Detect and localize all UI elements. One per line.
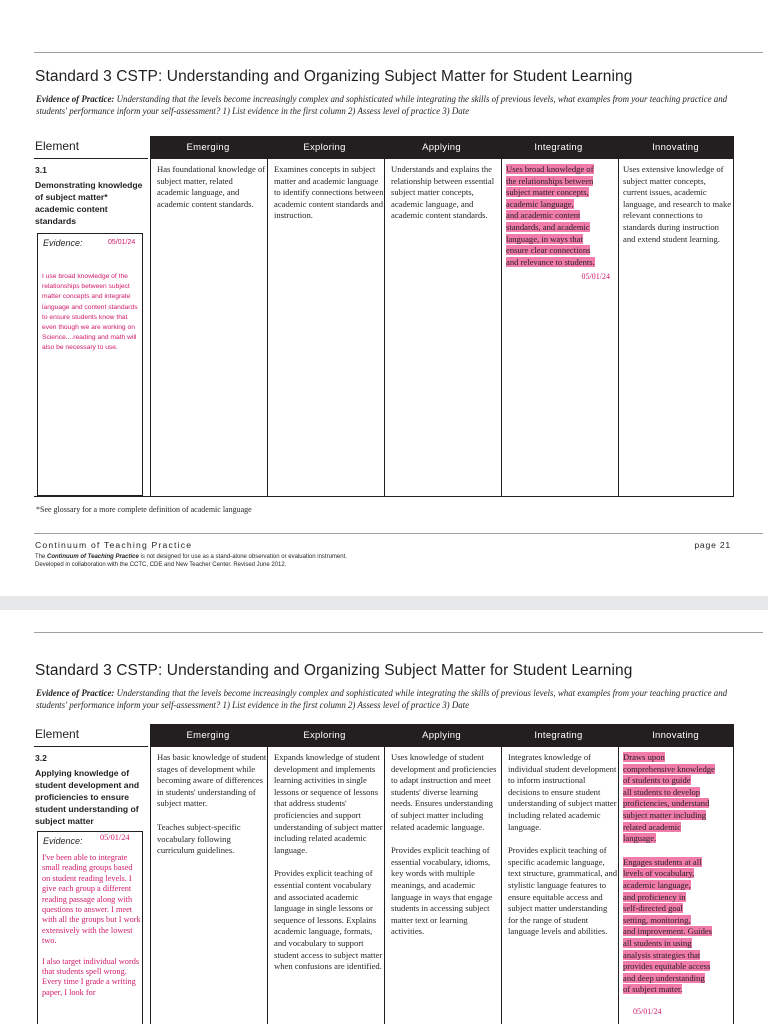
column-header-exploring: Exploring — [303, 142, 346, 153]
element-number: 3.2 — [35, 753, 47, 763]
table-row — [34, 747, 734, 1024]
highlight-line: of students to guide — [623, 775, 691, 786]
footer-title: Continuum of Teaching Practice — [35, 540, 193, 550]
cell-exploring — [274, 752, 384, 973]
table-header — [34, 136, 734, 159]
cell-paragraph: Integrates knowledge of individual student development to inform instructional decisions to ensure student understanding of subject matter including related academic language. — [508, 752, 617, 832]
standard-title: Standard 3 CSTP: Understanding and Organizing Subject Matter for Student Learning — [35, 68, 633, 85]
table-row — [34, 159, 734, 497]
evidence-label: Evidence: — [43, 238, 83, 248]
highlight-line: academic language, — [623, 879, 691, 890]
level-header-bar — [150, 724, 734, 747]
footer-note-post: is not designed for use as a stand-alone observation or evaluation instrument. — [138, 554, 347, 560]
integrating-date: 05/01/24 — [581, 272, 610, 282]
evidence-label: Evidence: — [43, 836, 83, 846]
highlight-line: subject matter concepts, — [506, 187, 589, 198]
cell-emerging — [157, 752, 267, 857]
row-bottom-rule — [34, 496, 734, 497]
evidence-box[interactable] — [37, 233, 143, 496]
highlight-line: academic language, — [506, 198, 574, 209]
element-title: Applying knowledge of student development and proficiencies to ensure student understanding of subject matter — [35, 768, 140, 826]
highlight-line: proficiencies, understand — [623, 798, 710, 809]
highlight-line: of subject matter. — [623, 984, 683, 995]
highlight-block — [623, 752, 732, 845]
highlight-line: setting, monitoring, — [623, 914, 691, 925]
highlight-line: all students in using — [623, 937, 692, 948]
highlight-line: related academic — [623, 821, 681, 832]
highlight-line: analysis strategies that — [623, 949, 701, 960]
evidence-text — [42, 853, 141, 998]
column-divider — [733, 159, 734, 497]
cell-innovating: Uses extensive knowledge of subject matter concepts, current issues, academic language, and research to make relevant connections to standards during instruction and extend student learning. — [623, 164, 732, 244]
column-header-exploring: Exploring — [303, 730, 346, 741]
cell-paragraph: Uses knowledge of student development and proficiencies to adapt instruction and meet students' diverse learning needs. Ensures understanding of subject matter including related academic language. — [391, 752, 497, 832]
highlight-line: language. — [623, 833, 657, 844]
highlight-line: comprehensive knowledge — [623, 763, 715, 774]
top-rule — [34, 52, 763, 53]
cell-applying — [391, 752, 501, 938]
cell-paragraph: Teaches subject-specific vocabulary following curriculum guidelines. — [157, 821, 241, 856]
evidence-paragraph: I also target individual words that students spell wrong. Every time I grade a writing paper, I look for — [42, 956, 140, 997]
page-separator — [0, 596, 768, 610]
column-divider — [501, 159, 502, 497]
footer-note — [35, 553, 347, 569]
highlight-line: language, in ways that — [506, 233, 583, 244]
column-divider — [267, 747, 268, 1024]
column-header-emerging: Emerging — [186, 730, 230, 741]
level-header-bar — [150, 136, 734, 159]
column-header-integrating: Integrating — [534, 142, 583, 153]
highlight-line: ensure clear connections — [506, 245, 591, 256]
standard-title: Standard 3 CSTP: Understanding and Organizing Subject Matter for Student Learning — [35, 662, 633, 679]
cell-emerging: Has foundational knowledge of subject matter, related academic language, and academic content standards. — [157, 164, 266, 209]
page-22 — [0, 610, 768, 1024]
element-number: 3.1 — [35, 165, 47, 175]
table-header — [34, 724, 734, 747]
highlight-block — [623, 857, 732, 996]
highlight-line: Engages students at all — [623, 856, 702, 867]
column-divider — [384, 747, 385, 1024]
evidence-of-practice-label: Evidence of Practice: — [36, 94, 115, 104]
column-divider — [618, 159, 619, 497]
cell-integrating — [508, 752, 618, 938]
top-rule — [34, 632, 763, 633]
evidence-box[interactable] — [37, 831, 143, 1024]
column-divider — [384, 159, 385, 497]
column-divider — [733, 747, 734, 1024]
highlight-line: and academic content — [506, 210, 581, 221]
column-header-applying: Applying — [422, 730, 461, 741]
cell-exploring: Examines concepts in subject matter and academic language to identify connections between academic content standards and instruction. — [274, 164, 384, 221]
column-header-applying: Applying — [422, 142, 461, 153]
cell-paragraph: Provides explicit teaching of specific academic language, text structure, grammatical, and stylistic language features to ensure equitable access and subject matter understanding for the range of student language levels and abilities. — [508, 845, 618, 937]
highlight-line: and deep understanding — [623, 972, 705, 983]
cell-paragraph: Expands knowledge of student development and implements learning activities in single lessons or sequence of lessons that address students' proficiencies and support understanding of subject matter including related academic language. — [274, 752, 383, 855]
innovating-date: 05/01/24 — [633, 1006, 662, 1016]
footer-rule — [34, 533, 763, 534]
evidence-of-practice — [36, 93, 736, 117]
evidence-of-practice-label: Evidence of Practice: — [36, 688, 115, 698]
column-header-element: Element — [34, 724, 148, 747]
highlight-line: self-directed goal — [623, 903, 683, 914]
element-title: Demonstrating knowledge of subject matter* academic content standards — [35, 180, 143, 226]
footer-note-pre: The — [35, 554, 48, 560]
evidence-date: 05/01/24 — [108, 239, 136, 246]
footer-note-bold: Continuum of Teaching Practice — [47, 554, 139, 560]
highlight-line: and improvement. Guides — [623, 926, 713, 937]
column-divider — [501, 747, 502, 1024]
evidence-of-practice-text: Understanding that the levels become increasingly complex and sophisticated while integrating the skills of previous levels, what examples from your teaching practice and students' performance inform your self-assessment? 1) List evidence in the first column 2) Assess level of practice 3) Date — [36, 94, 728, 116]
column-divider — [150, 747, 151, 1024]
highlight-line: the relationships between — [506, 175, 594, 186]
highlight-line: levels of vocabulary, — [623, 868, 695, 879]
highlight-line: subject matter including — [623, 809, 707, 820]
footer-note-line2: Developed in collaboration with the CCTC, CDE and New Teacher Center. Revised June 2012. — [35, 562, 287, 568]
evidence-paragraph: I've been able to integrate small reading groups based on student reading levels. I give each group a different reading passage along with questions to answer. I meet with all the groups but I work extensively with the lowest two. — [42, 853, 141, 946]
highlight-line: all students to develop — [623, 786, 701, 797]
highlight-line: provides equitable access — [623, 961, 711, 972]
highlight-line: and proficiency in — [623, 891, 686, 902]
evidence-date: 05/01/24 — [100, 833, 130, 842]
page-number: page 21 — [694, 540, 731, 550]
evidence-of-practice — [36, 687, 736, 711]
column-header-element: Element — [34, 136, 148, 159]
cell-applying: Understands and explains the relationship between essential subject matter concepts, academic language, and academic content standards. — [391, 164, 495, 221]
column-header-emerging: Emerging — [186, 142, 230, 153]
highlight-line: and relevance to students. — [506, 256, 595, 267]
cell-paragraph: Has basic knowledge of student stages of development while becoming aware of differences in students' understanding of subject matter. — [157, 752, 267, 809]
evidence-of-practice-text: Understanding that the levels become increasingly complex and sophisticated while integrating the skills of previous levels, what examples from your teaching practice and students' performance inform your self-assessment? 1) List evidence in the first column 2) Assess level of practice 3) Date — [36, 688, 728, 710]
highlight-line: Uses broad knowledge of — [506, 164, 594, 174]
footnote: *See glossary for a more complete definition of academic language — [36, 505, 252, 514]
cell-paragraph: Provides explicit teaching of essential content vocabulary and associated academic language in single lessons or sequence of lessons. Explains academic language, formats, and vocabulary to support student access to subject matter when confusions are identified. — [274, 868, 383, 972]
highlight-line: standards, and academic — [506, 221, 590, 232]
column-divider — [150, 159, 151, 497]
cell-innovating — [623, 752, 732, 1017]
cell-paragraph: Provides explicit teaching of essential vocabulary, idioms, key words with multiple meanings, and academic language in ways that engage students in accessing subject matter text or learning activities. — [391, 845, 493, 937]
cell-integrating — [506, 164, 614, 283]
column-header-integrating: Integrating — [534, 730, 583, 741]
column-header-innovating: Innovating — [652, 730, 699, 741]
column-divider — [267, 159, 268, 497]
column-header-innovating: Innovating — [652, 142, 699, 153]
highlight-line: Draws upon — [623, 752, 665, 762]
evidence-text: I use broad knowledge of the relationships between subject matter concepts and integrate language and content standards to ensure students know that even though we are working on Science....reading and math will also be necessary to use. — [42, 273, 138, 352]
column-divider — [618, 747, 619, 1024]
